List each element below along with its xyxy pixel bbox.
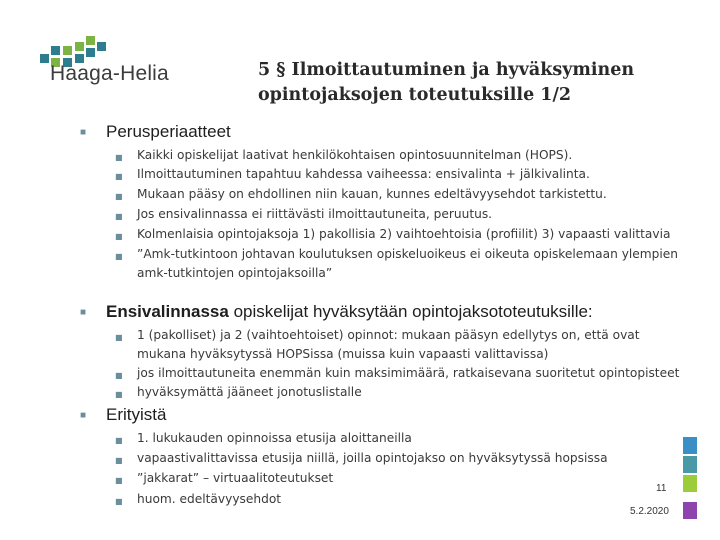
bullet-icon: ■ (80, 307, 87, 318)
list-item: ■ Jos ensivalinnassa ei riittävästi ilmoittautuneita, peruutus. (115, 205, 685, 224)
list-item: ■ Kaikki opiskelijat laativat henkilökohtaisen opintosuunnitelman (HOPS). (115, 146, 685, 165)
bullet-icon: ■ (115, 333, 123, 342)
decor-bar-blue (683, 437, 697, 454)
page-number: 11 (656, 483, 667, 494)
bullet-icon: ■ (115, 390, 123, 399)
bullet-icon: ■ (80, 127, 87, 138)
bullet-icon: ■ (115, 172, 123, 181)
list-item: ■ hyväksymättä jääneet jonotuslistalle (115, 383, 685, 402)
list-item: ■ huom. edeltävyysehdot (115, 490, 685, 509)
list-item: ■ Ilmoittautuminen tapahtuu kahdessa vaiheessa: ensivalinta + jälkivalinta. (115, 165, 685, 184)
list-item: ■ Mukaan pääsy on ehdollinen niin kauan, kunnes edeltävyysehdot tarkistettu. (115, 185, 685, 204)
list-item: ■ Kolmenlaisia opintojaksoja 1) pakollisia 2) vaihtoehtoisia (profiilit) 3) vapaasti valittavia (115, 225, 685, 244)
logo-text: Haaga-Helia (50, 62, 169, 85)
heading-bold-part: Ensivalinnassa (106, 302, 229, 321)
decor-bar-purple (683, 502, 697, 519)
title-line-2: opintojaksojen toteutuksille 1/2 (258, 85, 572, 105)
list-item: ■ 1. lukukauden opinnoissa etusija aloittaneilla (115, 429, 685, 448)
bullet-icon: ■ (115, 252, 123, 261)
bullet-icon: ■ (115, 153, 123, 162)
decor-bar-teal (683, 456, 697, 473)
list-item: ■ jos ilmoittautuneita enemmän kuin maksimimäärä, ratkaisevana suoritetut opintopisteet (115, 364, 685, 383)
bullet-icon: ■ (115, 497, 123, 506)
bullet-icon: ■ (80, 410, 87, 421)
bullet-icon: ■ (115, 192, 123, 201)
list-item: ■ 1 (pakolliset) ja 2 (vaihtoehtoiset) opinnot: mukaan pääsyn edellytys on, että ovat mukana hyväksytyssä HOPSissa (muissa kuin vapaasti valittavissa) (115, 328, 640, 361)
bullet-icon: ■ (115, 212, 123, 221)
title-line-1: 5 § Ilmoittautuminen ja hyväksyminen (258, 60, 635, 80)
bullet-icon: ■ (115, 476, 123, 485)
slide-date: 5.2.2020 (630, 506, 669, 517)
page-title (258, 58, 698, 108)
bullet-icon: ■ (115, 436, 123, 445)
list-item: ■ ”jakkarat” – virtuaalitoteutukset (115, 469, 685, 488)
decor-bar-lime (683, 475, 697, 492)
bullet-icon: ■ (115, 371, 123, 380)
bullet-icon: ■ (115, 232, 123, 241)
bullet-icon: ■ (115, 456, 123, 465)
list-item: ■ ”Amk-tutkintoon johtavan koulutuksen opiskeluoikeus ei oikeuta opiskelemaan ylempien amk-tutkintojen opintojaksoilla” (115, 247, 679, 280)
list-item: ■ vapaastivalittavissa etusija niillä, joilla opintojakso on hyväksytyssä hopsissa (115, 449, 685, 468)
heading-rest: opiskelijat hyväksytään opintojaksototeutuksille: (228, 302, 593, 321)
